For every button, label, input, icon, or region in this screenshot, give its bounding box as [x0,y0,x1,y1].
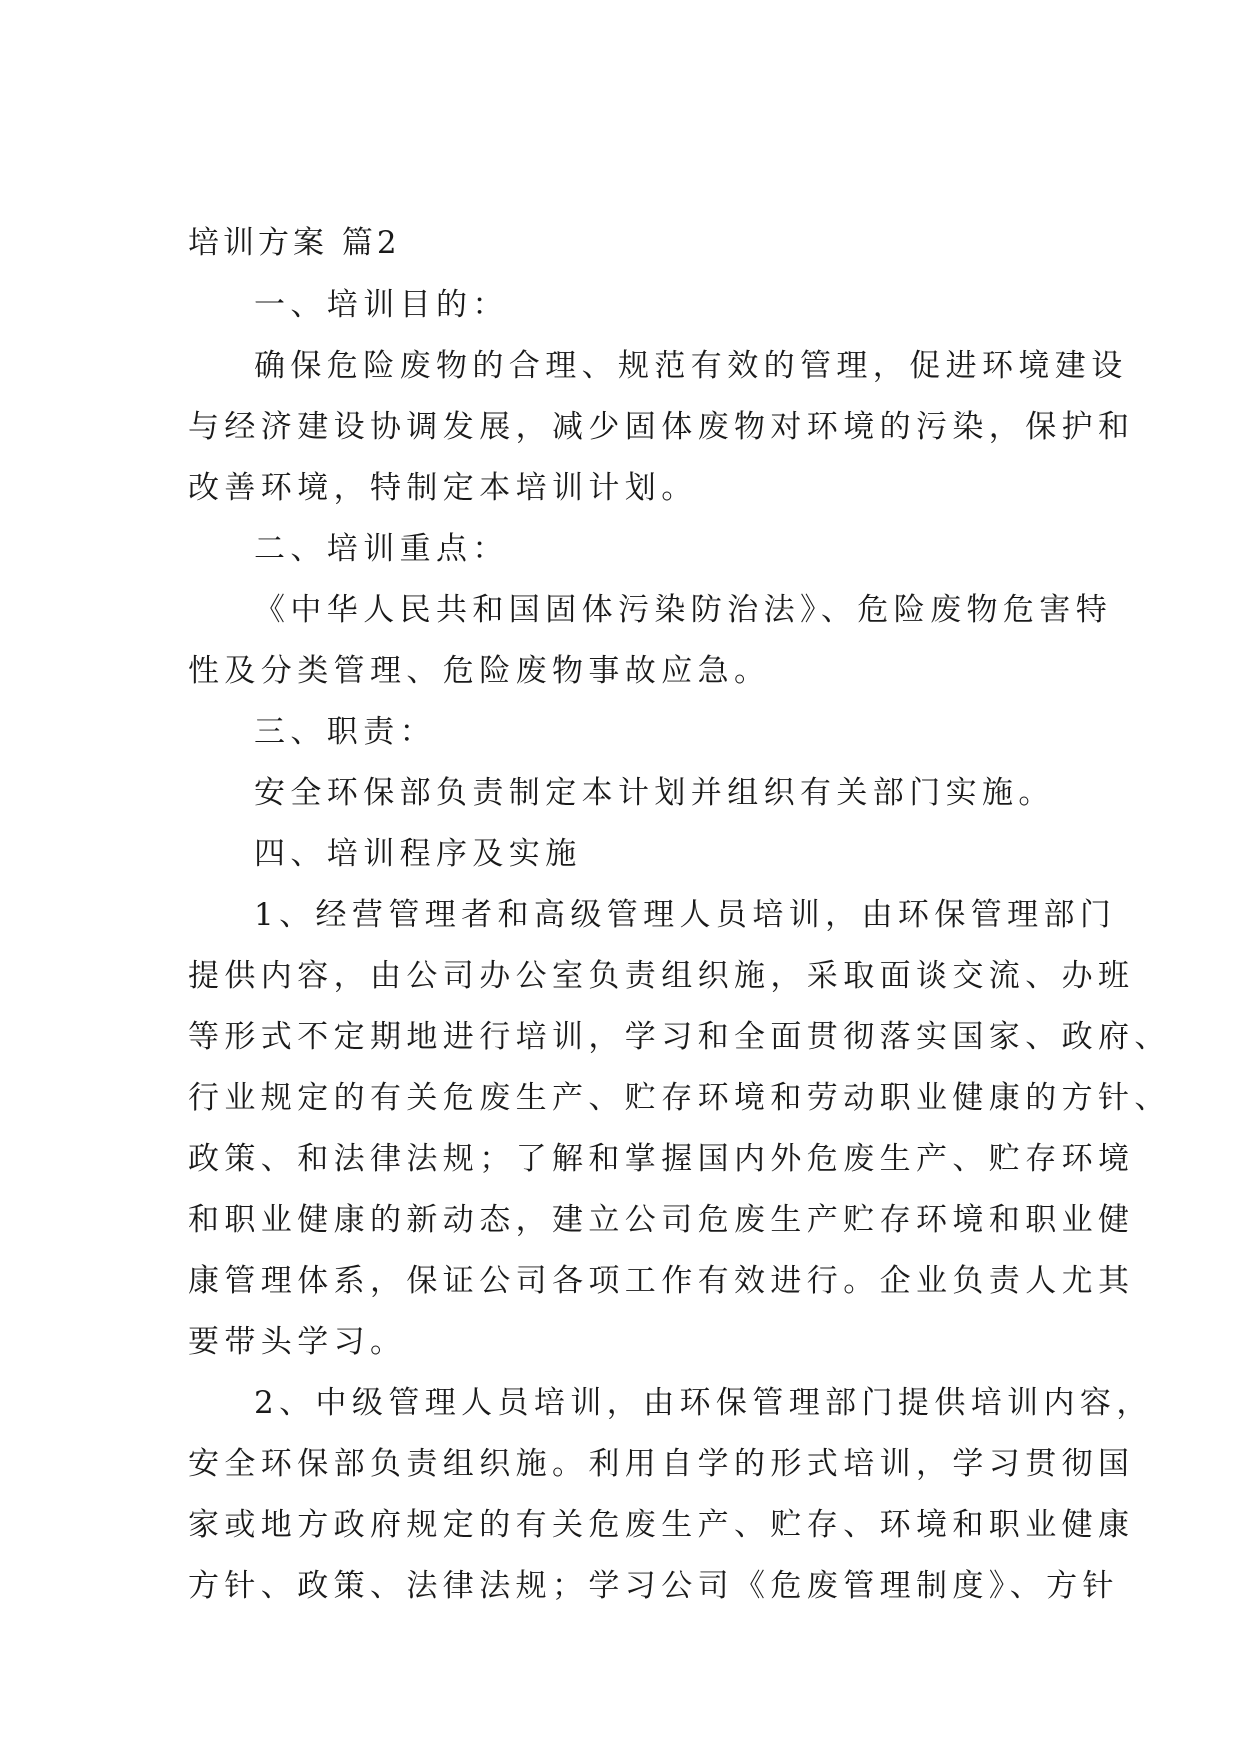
section-heading-purpose: 一、培训目的： [254,287,509,323]
paragraph-line: 家或地方政府规定的有关危废生产、贮存、环境和职业健康 [188,1507,1135,1543]
section-heading-duties: 三、职责： [254,714,436,750]
paragraph-line: 要带头学习。 [188,1324,407,1360]
paragraph-line: 安全环保部负责组织施。利用自学的形式培训，学习贯彻国 [188,1446,1135,1482]
paragraph-line: 《中华人民共和国固体污染防治法》、危险废物危害特 [254,592,1113,628]
paragraph-line: 政策、和法律法规；了解和掌握国内外危废生产、贮存环境 [188,1141,1135,1177]
paragraph-line: 性及分类管理、危险废物事故应急。 [188,653,771,689]
paragraph-line: 康管理体系，保证公司各项工作有效进行。企业负责人尤其 [188,1263,1135,1299]
paragraph-line: 提供内容，由公司办公室负责组织施，采取面谈交流、办班 [188,958,1135,994]
paragraph-line: 行业规定的有关危废生产、贮存环境和劳动职业健康的方针、 [188,1080,1171,1116]
paragraph-line: 和职业健康的新动态，建立公司危废生产贮存环境和职业健 [188,1202,1135,1238]
paragraph-line: 改善环境，特制定本培训计划。 [188,470,698,506]
section-heading-procedure: 四、培训程序及实施 [254,836,582,872]
paragraph-line: 方针、政策、法律法规；学习公司《危废管理制度》、方针 [188,1568,1119,1604]
paragraph-line: 1、经营管理者和高级管理人员培训，由环保管理部门 [254,897,1117,933]
document-title: 培训方案 篇2 [188,225,401,261]
paragraph-line: 与经济建设协调发展，减少固体废物对环境的污染，保护和 [188,409,1135,445]
paragraph-line: 等形式不定期地进行培训，学习和全面贯彻落实国家、政府、 [188,1019,1171,1055]
paragraph-line: 2、中级管理人员培训，由环保管理部门提供培训内容， [254,1385,1153,1421]
paragraph-line: 确保危险废物的合理、规范有效的管理，促进环境建设 [254,348,1128,384]
section-heading-focus: 二、培训重点： [254,531,509,567]
paragraph-line: 安全环保部负责制定本计划并组织有关部门实施。 [254,775,1055,811]
